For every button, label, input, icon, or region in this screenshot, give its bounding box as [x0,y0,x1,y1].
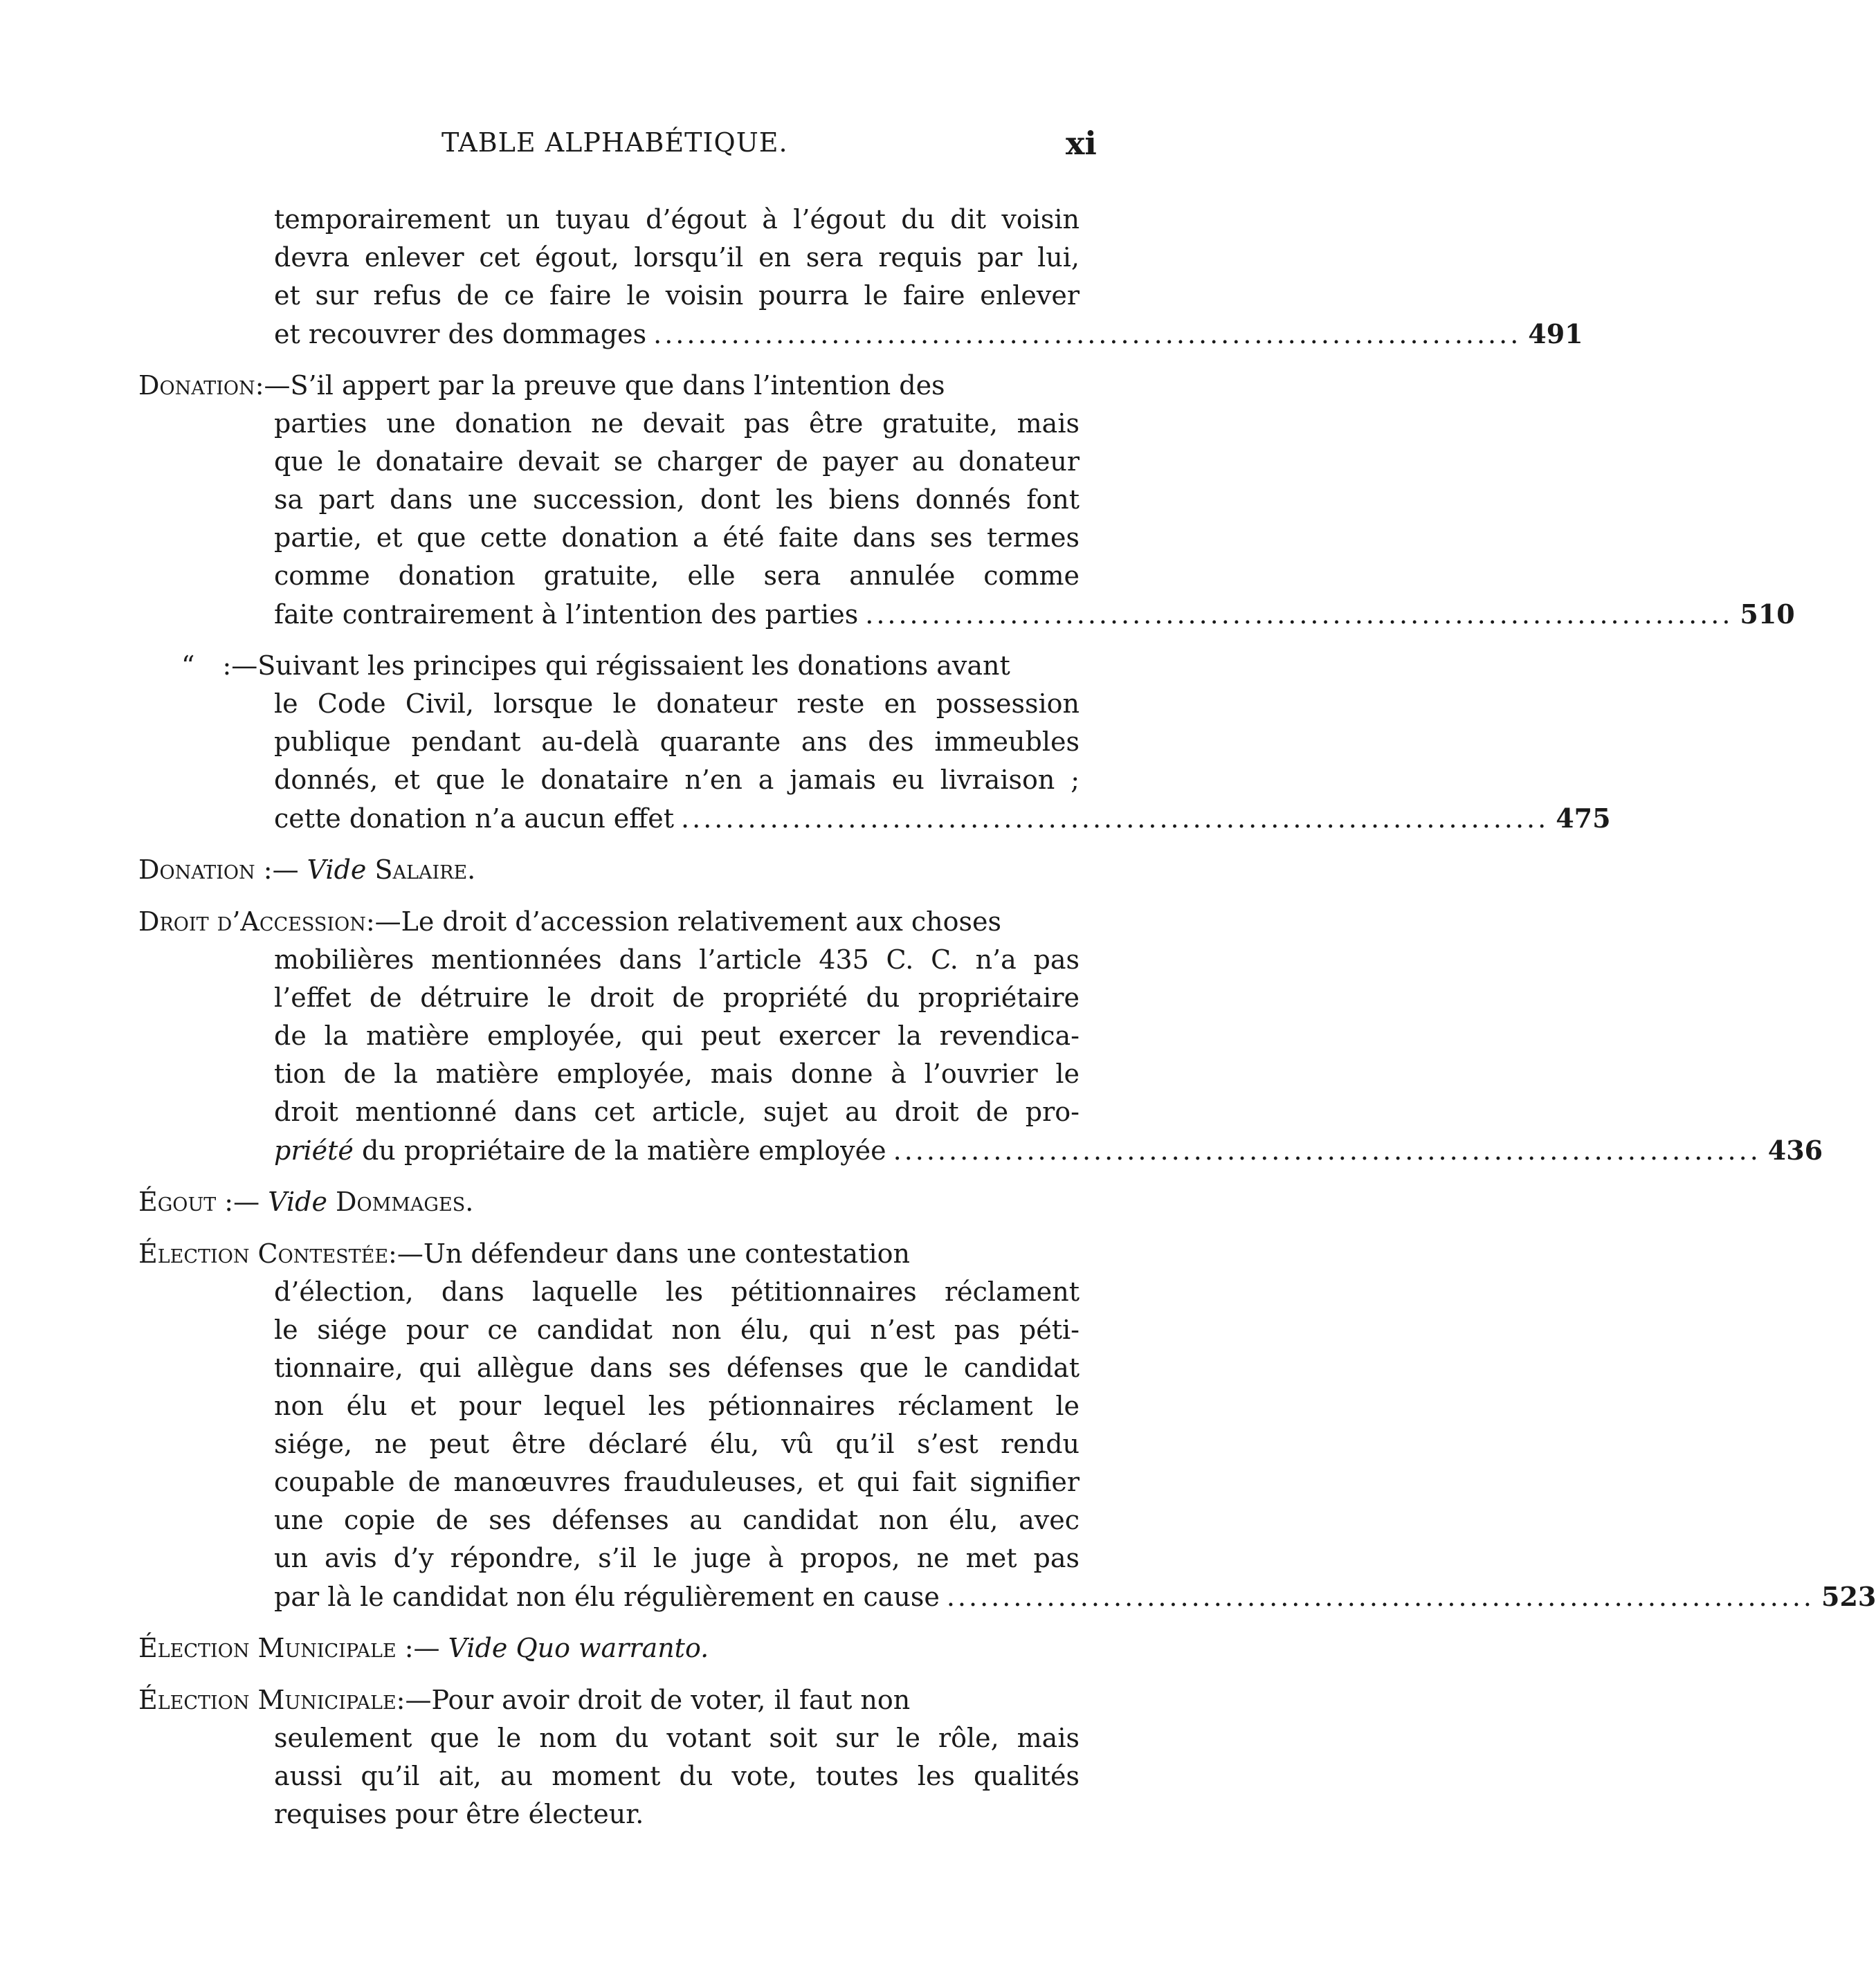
entry-separator: :— [396,1633,448,1663]
entry-line: donnés, et que le donataire n’en a jamais eu livraison ; [274,765,1080,795]
entry-heading: Élection Municipale [138,1633,397,1663]
entry-line: et recouvrer des dommages [274,319,647,349]
dot-leader: .............................................................................. [681,803,1549,834]
dot-leader: .............................................................................. [946,1582,1815,1612]
entry-first-line [138,903,1080,941]
page-reference: 475 [1556,803,1611,834]
entry-line: parties une donation ne devait pas être gratuite, mais [274,408,1080,439]
entry-line: non élu et pour lequel les pétionnaires réclament le [274,1391,1080,1421]
entry-first-line [138,647,1080,685]
entry-line: le Code Civil, lorsque le donateur reste en possession [274,688,1080,719]
cross-reference: Dommages. [336,1187,474,1217]
entry-last-line [138,1577,1876,1616]
index-entry [138,201,1583,353]
index-entries [138,201,1876,1847]
running-head [0,127,1237,169]
ditto-mark: “ [181,650,195,681]
entry-first-line [138,1629,1080,1667]
entry-line: l’effet de détruire le droit de propriété du propriétaire [274,982,1080,1013]
entry-line: d’élection, dans laquelle les pétitionnaires réclament [274,1277,1080,1307]
entry-line: tion de la matière employée, mais donne à l’ouvrier le [274,1059,1080,1089]
entry-line: cette donation n’a aucun effet [274,803,675,834]
entry-separator: :— [216,1187,268,1217]
entry-line: coupable de manœuvres frauduleuses, et qui fait signifier [274,1467,1080,1497]
index-entry [138,1681,1080,1833]
entry-line: publique pendant au-delà quarante ans des immeubles [274,726,1080,757]
entry-line: requises pour être électeur. [274,1799,644,1829]
index-entry [138,1183,1080,1221]
page-reference: 491 [1528,318,1583,349]
cross-reference: Salaire. [374,854,476,885]
entry-separator: :— [255,854,307,885]
entry-line: sa part dans une succession, dont les biens donnés font [274,484,1080,515]
entry-line: une copie de ses défenses au candidat non élu, avec [274,1505,1080,1535]
index-entry [138,903,1823,1169]
entry-text: :—Le droit d’accession relativement aux choses [365,906,1001,937]
running-title: TABLE ALPHABÉTIQUE. [441,127,788,158]
entry-first-line [138,1183,1080,1221]
entry-first-line [138,1235,1080,1273]
page-reference: 510 [1740,598,1795,630]
entry-first-line [138,367,1080,405]
index-entry [138,1629,1080,1667]
entry-italic: priété [274,1135,354,1166]
dot-leader: .............................................................................. [865,599,1733,630]
entry-heading: Donation [138,370,255,401]
entry-line: seulement que le nom du votant soit sur le rôle, mais [274,1723,1080,1753]
entry-line: faite contrairement à l’intention des parties [274,599,859,630]
entry-line: droit mentionné dans cet article, sujet au droit de pro- [274,1097,1080,1127]
dot-leader: .............................................................................. [893,1135,1761,1166]
index-entry [138,647,1611,837]
entry-heading: Égout [138,1187,217,1217]
entry-last-line [138,799,1611,837]
entry-line: que le donataire devait se charger de payer au donateur [274,446,1080,477]
entry-text: :—S’il appert par la preuve que dans l’intention des [255,370,945,401]
entry-line: le siége pour ce candidat non élu, qui n’est pas péti- [274,1315,1080,1345]
vide-reference: Vide [268,1187,327,1217]
dot-leader: .............................................................................. [653,319,1522,349]
entry-heading: Droit d’Accession [138,906,366,937]
index-entry [138,1235,1876,1616]
entry-line: du propriétaire de la matière employée [353,1135,886,1166]
entry-line: par là le candidat non élu régulièrement en cause [274,1582,940,1612]
entry-line: partie, et que cette donation a été faite dans ses termes [274,522,1080,553]
page-reference: 523 [1821,1581,1876,1612]
index-entry [138,367,1795,633]
entry-line: tionnaire, qui allègue dans ses défenses que le candidat [274,1353,1080,1383]
entry-text: :—Suivant les principes qui régissaient les donations avant [222,650,1010,681]
entry-line: temporairement un tuyau d’égout à l’égout du dit voisin [274,204,1080,235]
entry-line: aussi qu’il ait, au moment du vote, toutes les qualités [274,1761,1080,1791]
entry-heading: Élection Contestée [138,1238,389,1269]
vide-reference: Vide [307,854,367,885]
entry-text: :—Un défendeur dans une contestation [388,1238,910,1269]
entry-line: de la matière employée, qui peut exercer la revendica- [274,1021,1080,1051]
entry-line: devra enlever cet égout, lorsqu’il en sera requis par lui, [274,242,1080,273]
entry-line: un avis d’y répondre, s’il le juge à propos, ne met pas [274,1543,1080,1573]
entry-heading: Donation [138,854,255,885]
entry-line: siége, ne peut être déclaré élu, vû qu’il s’est rendu [274,1429,1080,1459]
entry-line: mobilières mentionnées dans l’article 435 C. C. n’a pas [274,944,1080,975]
entry-last-line [138,315,1583,353]
entry-last-line [138,595,1795,633]
page-number: xi [1066,125,1097,162]
entry-text: :—Pour avoir droit de voter, il faut non [396,1685,911,1715]
page-reference: 436 [1767,1135,1823,1166]
entry-line: et sur refus de ce faire le voisin pourra le faire enlever [274,280,1080,311]
index-entry [138,851,1080,889]
entry-first-line [138,1681,1080,1719]
entry-last-line [138,1131,1823,1169]
entry-line: comme donation gratuite, elle sera annulée comme [274,560,1080,591]
entry-first-line [138,851,1080,889]
vide-reference: Vide Quo warranto. [448,1633,709,1663]
entry-heading: Élection Municipale [138,1685,397,1715]
